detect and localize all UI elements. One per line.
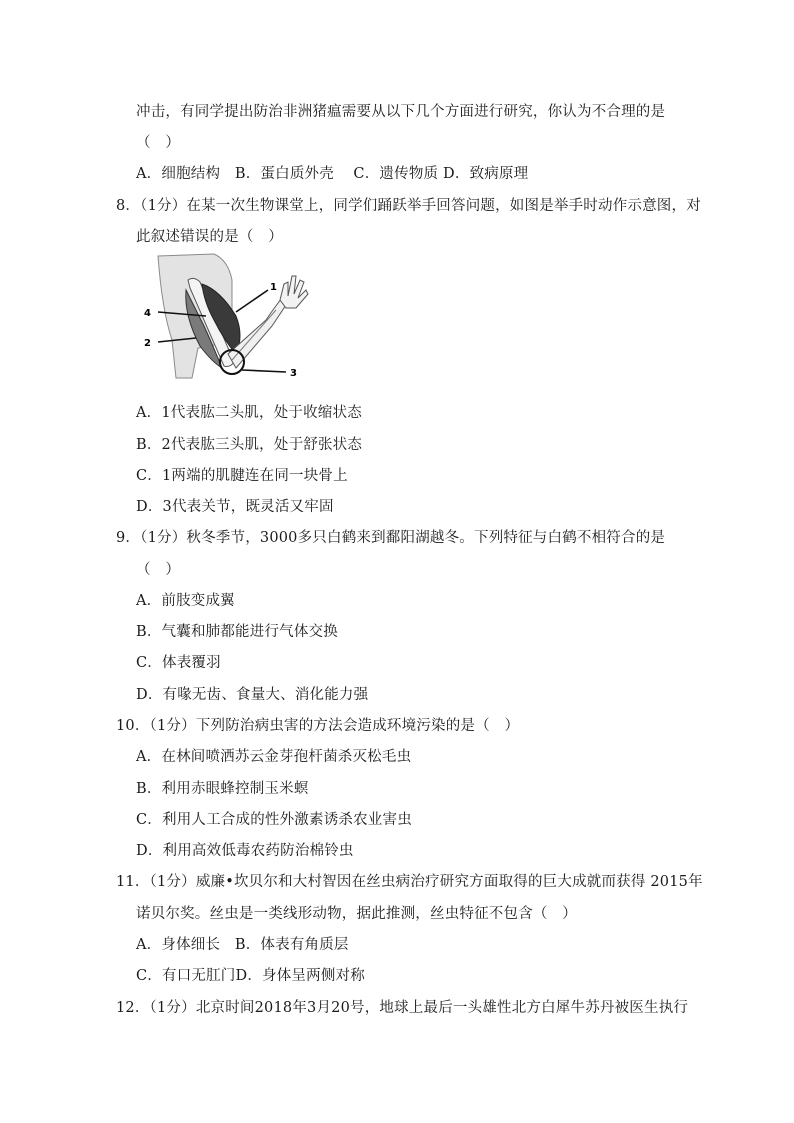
q8-option-c: C．1两端的肌腱连在同一块骨上 bbox=[136, 468, 348, 484]
leader-line-1 bbox=[236, 290, 268, 312]
leader-line-3 bbox=[242, 370, 286, 372]
q11-options-row-2: C．有口无肛门D．身体呈两侧对称 bbox=[136, 968, 365, 984]
hand-bones bbox=[280, 276, 308, 308]
q12-stem-line-1: 12．（1分）北京时间2018年3月20号，地球上最后一头雄性北方白犀牛苏丹被医生执行 bbox=[116, 1000, 689, 1016]
q11-options-row-1: A．身体细长 B．体表有角质层 bbox=[136, 937, 349, 953]
figure-label-3: 3 bbox=[290, 368, 297, 379]
q7-options: A．细胞结构 B．蛋白质外壳 C．遗传物质 D．致病原理 bbox=[136, 166, 529, 182]
q11-stem-line-2: 诺贝尔奖。丝虫是一类线形动物，据此推测，丝虫特征不包含（ ） bbox=[136, 906, 577, 922]
q9-option-c: C．体表覆羽 bbox=[136, 655, 221, 671]
figure-label-2: 2 bbox=[144, 338, 151, 349]
q9-option-a: A．前肢变成翼 bbox=[136, 593, 235, 609]
q10-stem-line-1: 10．（1分）下列防治病虫害的方法会造成环境污染的是（ ） bbox=[116, 718, 520, 734]
figure-label-1: 1 bbox=[270, 282, 277, 293]
q10-option-c: C．利用人工合成的性外激素诱杀农业害虫 bbox=[136, 812, 412, 828]
q8-stem-line-2: 此叙述错误的是（ ） bbox=[136, 229, 283, 245]
figure-label-4: 4 bbox=[144, 308, 151, 319]
q9-answer-blank: （ ） bbox=[136, 562, 181, 578]
q8-option-a: A．1代表肱二头肌，处于收缩状态 bbox=[136, 405, 362, 421]
q10-option-a: A．在林间喷洒苏云金芽孢杆菌杀灭松毛虫 bbox=[136, 749, 412, 765]
arm-raising-diagram bbox=[136, 250, 316, 390]
q9-option-b: B．气囊和肺都能进行气体交换 bbox=[136, 624, 338, 640]
q11-stem-line-1: 11．（1分）威廉•坎贝尔和大村智因在丝虫病治疗研究方面取得的巨大成就而获得 2015年 bbox=[116, 874, 703, 890]
q10-option-d: D．利用高效低毒农药防治棉铃虫 bbox=[136, 843, 354, 859]
q10-option-b: B．利用赤眼蜂控制玉米螟 bbox=[136, 781, 309, 797]
q7-answer-blank: （ ） bbox=[136, 135, 181, 151]
q8-option-d: D．3代表关节，既灵活又牢固 bbox=[136, 499, 334, 515]
q7-stem-line: 冲击，有同学提出防治非洲猪瘟需要从以下几个方面进行研究，你认为不合理的是 bbox=[136, 104, 666, 120]
q9-stem-line-1: 9．（1分）秋冬季节，3000多只白鹤来到鄱阳湖越冬。下列特征与白鹤不相符合的是 bbox=[116, 530, 666, 546]
q9-option-d: D．有喙无齿、食量大、消化能力强 bbox=[136, 687, 369, 703]
q8-option-b: B．2代表肱三头肌，处于舒张状态 bbox=[136, 437, 363, 453]
q8-stem-line-1: 8．（1分）在某一次生物课堂上，同学们踊跃举手回答问题，如图是举手时动作示意图，对 bbox=[116, 198, 701, 214]
